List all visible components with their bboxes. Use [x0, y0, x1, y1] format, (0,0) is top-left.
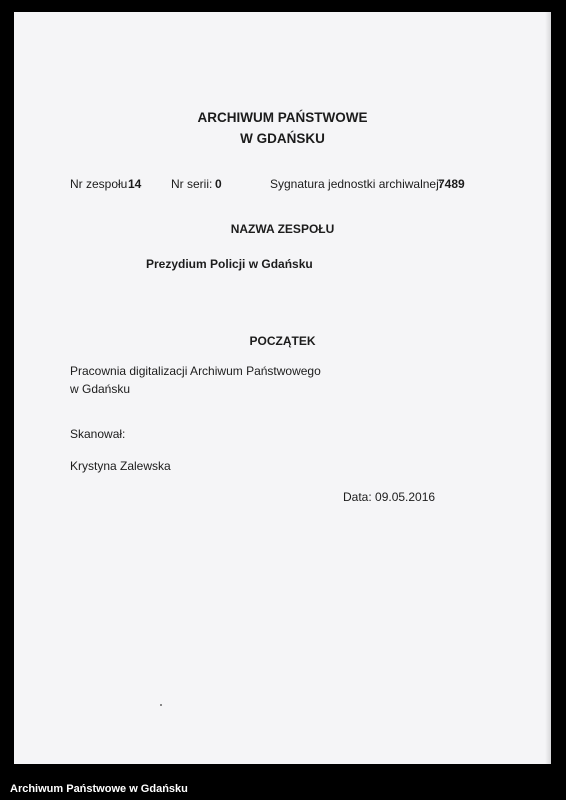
workshop-line2: w Gdańsku [70, 382, 131, 396]
scanned-by-label: Skanował: [70, 427, 126, 441]
series-number-value: 0 [215, 177, 222, 191]
paper-speck [160, 704, 162, 706]
series-number-label: Nr serii: [171, 177, 213, 191]
fond-name-value: Prezydium Policji w Gdańsku [146, 257, 313, 271]
workshop-line1: Pracownia digitalizacji Archiwum Państwowego [70, 364, 321, 378]
signature-label: Sygnatura jednostki archiwalnej: [270, 177, 443, 191]
fond-name-heading: NAZWA ZESPOŁU [230, 222, 335, 236]
archive-name-line1: ARCHIWUM PAŃSTWOWE [197, 110, 368, 125]
signature-value: 7489 [438, 177, 465, 191]
start-heading: POCZĄTEK [249, 334, 316, 348]
archive-footer-label: Archiwum Państwowe w Gdańsku [10, 783, 188, 795]
archive-name-line2: W GDAŃSKU [240, 131, 325, 146]
fond-number-label: Nr zespołu [70, 177, 128, 191]
document-page [14, 12, 551, 764]
scanner-name: Krystyna Zalewska [70, 459, 171, 473]
scan-date: Data: 09.05.2016 [343, 490, 436, 504]
page-edge-shadow [545, 12, 551, 764]
fond-number-value: 14 [128, 177, 142, 191]
